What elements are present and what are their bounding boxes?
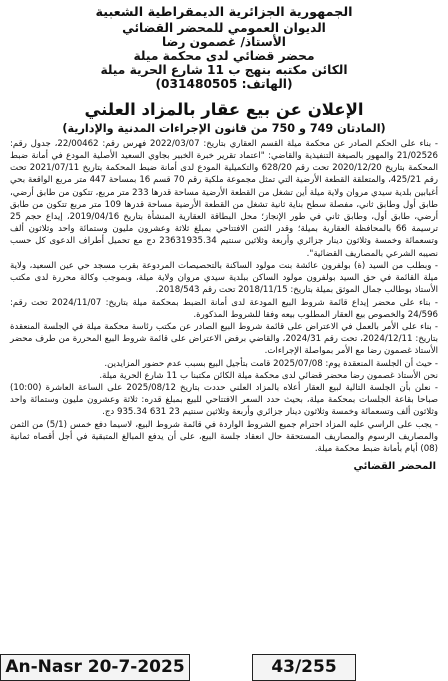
paragraph-judgment: - بناء على الحكم الصادر عن محكمة ميلة القسم العقاري بتاريخ: 2022/03/07 فهرس رقم: 22/00462، جدول رقم: 21/02526 والمهور بالصيغة التنفيذية والقاضي: "اعتماد تقرير خبرة الخبير بجاوي السعيد الأصلية المودع في أمانة ضبط المحكمة بتاريخ 2020/12/20 تحت رقم 628/20 والتكميلية المودع لدى أمانة ضبط المحكمة بتاريخ 2021/07/11 تحت رقم 425/21، والمتعلقة القطعة الأرضية التي تمثل مجموعة ملكية رقم 70 قسم 16 بمساحة 447 متر مربع الواقعة بحي أغبابين بلدية سيدي مروان ولاية ميلة أين تشغل من القطعة الأرضية مساحة قدرها 233 متر مربع، تتكون من طابق أرضي، طابق أول وطابق ثاني، مفصلة سطح بناية ثانية تشغل من القطعة الأرضية مساحة قدرها 109 متر مربع تتكون من طابق أرضي، طابق أول، وطابق ثاني في طور الإنجاز؛ محل البطاقة العقارية المنشأة بتاريخ 2019/04/16، إيداع حجم 25 ترسيمة 66 بالمحافظة العقارية بميلة؛ وقدر الثمن الافتتاحي بمبلغ ثلاثة وعشرون مليون وستمائة واحد وثلاثون ألف وتسعمائة وخمسة وثلاثون دينار جزائري وأربعة وثلاثين سنتيم 23631935.34 دج مع تحميل أطراف الدعوى كل حسب نصيبه الشرعي بالمصاريف القضائية". (10, 138, 439, 259)
publication-stamp: An-Nasr 20-7-2025 (0, 654, 190, 681)
footer (0, 654, 448, 681)
paragraph-postponement: - حيث أن الجلسة المنعقدة يوم: 2025/07/08 قامت بتأجيل البيع بسبب عدم حضور المزايدين. (104, 358, 438, 369)
court-name: محضر قضائي لدى محكمة ميلة (133, 48, 315, 63)
reference-number: 43/255 (252, 654, 356, 681)
announcement-title: الإعلان عن بيع عقار بالمزاد العلني (84, 99, 364, 119)
signature: المحضر القضائي (353, 461, 436, 473)
bailiff-name: الأستاذ/ غصمون رضا (162, 34, 286, 49)
bailiff-header (10, 6, 438, 91)
paragraph-conditions: - يجب على الراسي عليه المزاد احترام جميع الشروط الواردة في قائمة شروط البيع، لاسيما دفع خمس (5/1) من الثمن والمصاريف الرسوم والمصاريف المستحقة حال انعقاد جلسة البيع، على أن يدفع المبالغ المتبقية في أجل أقصاه ثمانية (08) أيام بأمانة ضبط محكمة ميلة. (10, 419, 438, 454)
paragraph-deposit: - بناء على محضر إيداع قائمة شروط البيع المودعة لدى أمانة الضبط بمحكمة ميلة بتاريخ: 2024/11/07 تحت رقم: 24/596 والخصوص بيع العقار المطلوب بيعه وفقا للشروط المذكورة. (10, 297, 439, 320)
paragraph-auction-date: - نعلن بأن الجلسة التالية لبيع العقار أعلاه بالمزاد العلني حددت بتاريخ 2025/08/12 على الساعة العاشرة (10:00) صباحا بقاعة الجلسات بمحكمة ميلة، بحيث حدد السعر الافتتاحي للبيع بمبلغ قدره: ثلاثة وعشرون مليون وستمائة واحد وثلاثون ألف وتسعمائة وخمسة وثلاثون دينار جزائري وأربعة وثلاثين سنتيم 23 631 935.34 دج. (10, 382, 438, 418)
announcement-body (10, 138, 438, 455)
paragraph-objection: - بناء على الأمر بالعمل في الاعتراض على قائمة شروط البيع الصادر عن مكتب رئاسة محكمة ميلة في الجلسة المنعقدة بتاريخ: 2024/12/11، تحت رقم 2024/31، والقاضي برفض الاعتراض على قائمة شروط البيع المحررة من طرف محضر الأستاذ غصمون رضا مع الأمر بمواصلة الإجراءات. (10, 321, 439, 357)
republic-name: الجمهورية الجزائرية الديمقراطية الشعبية (95, 5, 353, 20)
paragraph-bailiff: نحن الأستاذ غصمون رضا محضر قضائي لدى محكمة ميلة الكائن مكتبنا ب 11 شارع الحرية ميلة. (99, 370, 438, 381)
legal-reference: (المادتان 749 و 750 من قانون الإجراءات المدنية والإدارية) (62, 121, 386, 135)
office-address: الكائن مكتبه بنهج ب 11 شارع الحرية ميلة (100, 62, 348, 77)
office-name: الديوان العمومي للمحضر القضائي (122, 20, 326, 35)
paragraph-request: - وبطلب من السيد (ة) بولفرون عائشة بنت مولود الساكنة بالتحصيصات المردوعة بقرب مسجد حي عين السعيد، ولاية ميلة القائمة في حق السيد بولفرون مولود الساكن ببلدية سيدي مروان ولاية ميلة، وبموجب وكالة محررة لدى مكتب الأستاذ بوطالب جمال الموثق بميلة بتاريخ: 2018/11/15 تحت رقم 2018/543. (10, 260, 438, 296)
office-phone: (الهاتف: 031480505) (155, 76, 293, 91)
